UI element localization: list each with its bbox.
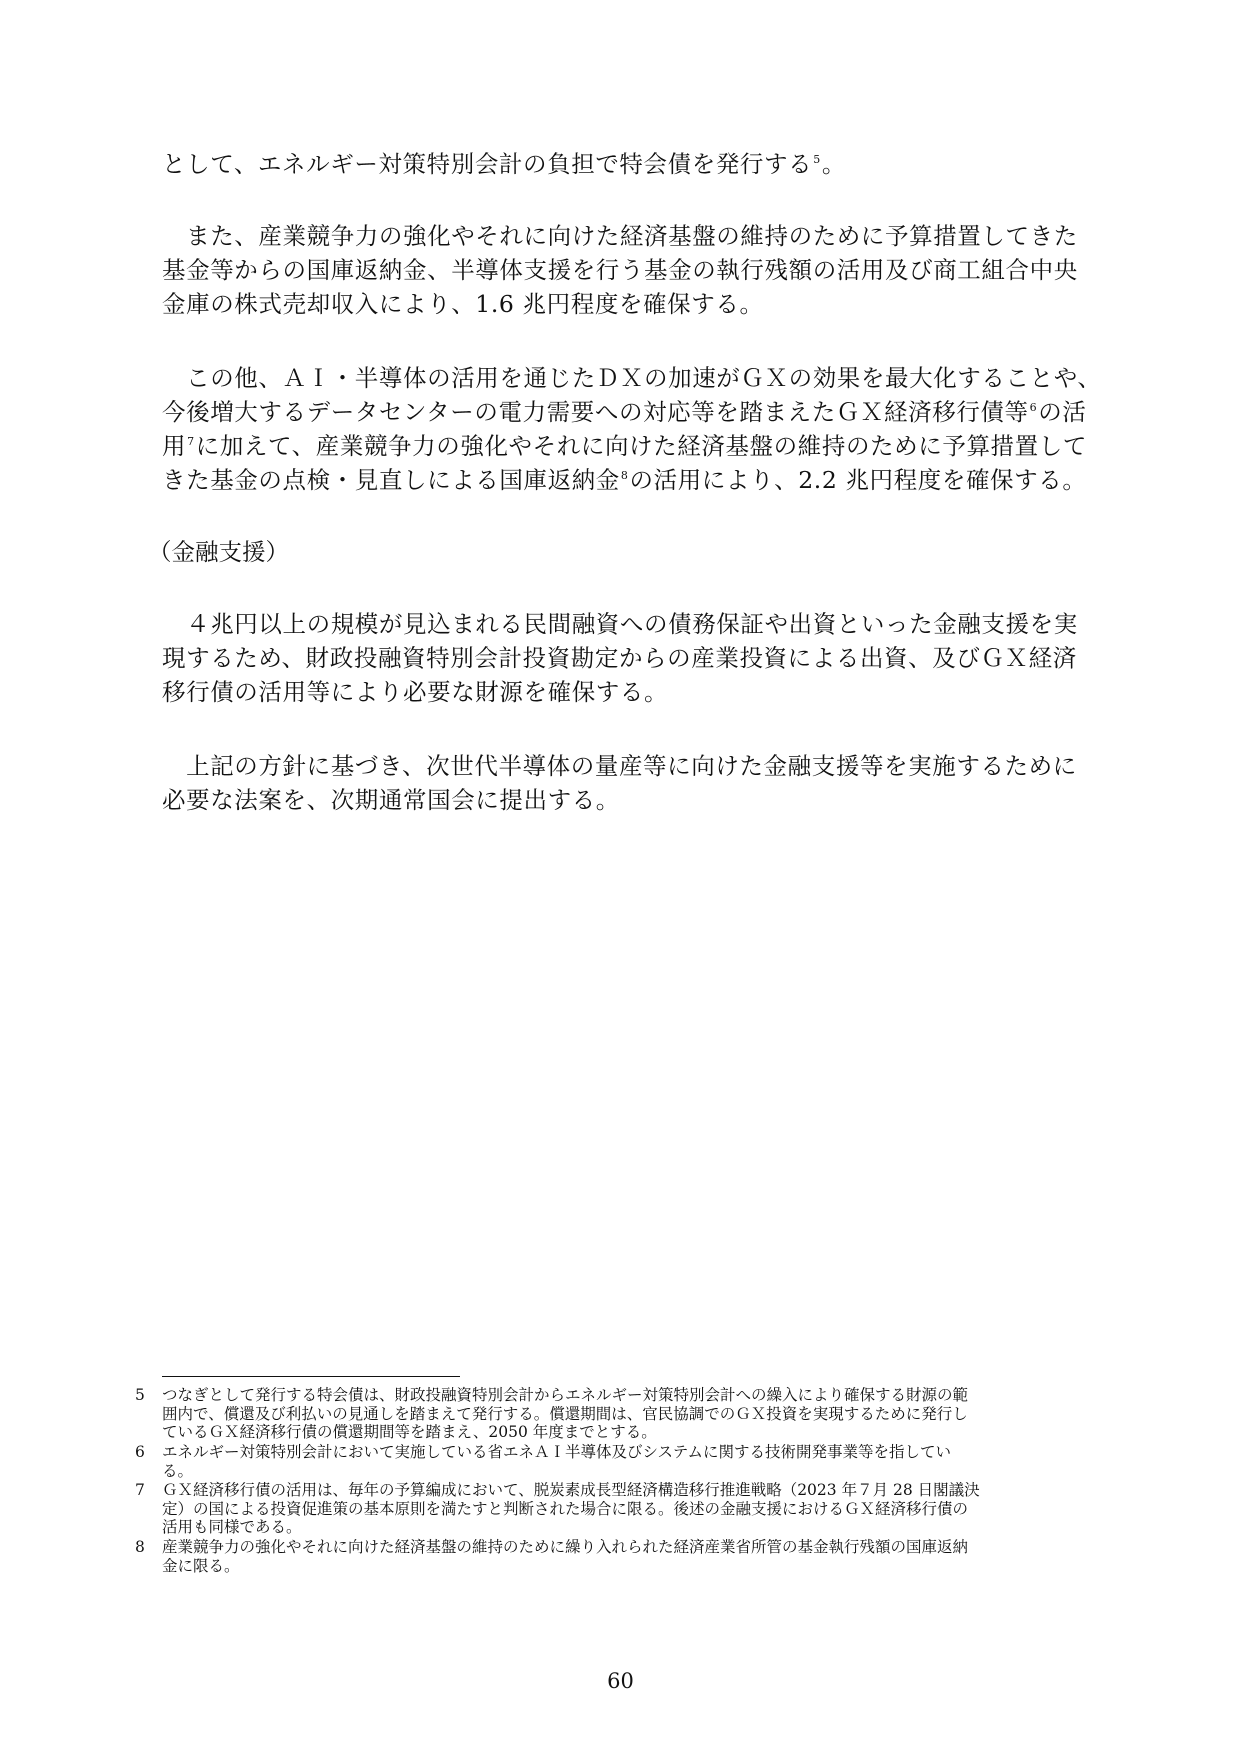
- footnote-8: [135, 1538, 1110, 1575]
- body-text-line: 金庫の株式売却収入により、1.6 兆円程度を確保する。: [162, 290, 764, 318]
- body-text-line: 用$^7$に加えて、産業競争力の強化やそれに向けた経済基盤の維持のために予算措置して: [162, 432, 1087, 460]
- footnote-text: つなぎとして発行する特会債は、財政投融資特別会計からエネルギー対策特別会計への繰入により確保する財源の範 囲内で、償還及び利払いの見通しを踏まえて発行する。償還期間は、官民協調でのＧＸ投資を実現するために発行し ているＧＸ経済移行債の償還期間等を踏まえ、2050 年度までとする。: [162, 1386, 969, 1441]
- footnote-text: ＧＸ経済移行債の活用は、毎年の予算編成において、脱炭素成長型経済構造移行推進戦略（2023 年７月 28 日閣議決 定）の国による投資促進策の基本原則を満たすと判断された場合に限る。後述の金融支援におけるＧＸ経済移行債の 活用も同様である。: [162, 1481, 980, 1536]
- body-text-line: 上記の方針に基づき、次世代半導体の量産等に向けた金融支援等を実施するために: [162, 752, 1077, 780]
- footnote-ref-6[interactable]: 6: [1029, 401, 1038, 414]
- page-number: 60: [607, 1669, 634, 1693]
- footnote-separator: [162, 1376, 460, 1377]
- footnote-number: 6: [135, 1443, 145, 1461]
- footnote-ref-8[interactable]: 8: [620, 469, 629, 482]
- section-heading: （金融支援）: [148, 538, 289, 566]
- body-text-line: また、産業競争力の強化やそれに向けた経済基盤の維持のために予算措置してきた: [162, 222, 1078, 250]
- footnote-number: 7: [135, 1481, 145, 1499]
- footnote-text: 産業競争力の強化やそれに向けた経済基盤の維持のために繰り入れられた経済産業省所管の基金執行残額の国庫返納 金に限る。: [162, 1538, 969, 1575]
- footnote-number: 5: [135, 1386, 145, 1404]
- body-text-line: この他、ＡＩ・半導体の活用を通じたＤＸの加速がＧＸの効果を最大化することや、: [162, 364, 1102, 392]
- body-text-line: きた基金の点検・見直しによる国庫返納金$^8$の活用により、2.2 兆円程度を確保する。: [162, 466, 1087, 494]
- body-text-line: 今後増大するデータセンターの電力需要への対応等を踏まえたＧＸ経済移行債等$^6$の活: [162, 398, 1087, 426]
- body-text-line: 移行債の活用等により必要な財源を確保する。: [162, 678, 669, 706]
- footnote-6: [135, 1443, 1110, 1480]
- body-text-line: 基金等からの国庫返納金、半導体支援を行う基金の執行残額の活用及び商工組合中央: [162, 256, 1078, 284]
- body-text-line: 必要な法案を、次期通常国会に提出する。: [162, 786, 620, 814]
- footnote-text: エネルギー対策特別会計において実施している省エネＡＩ半導体及びシステムに関する技術開発事業等を指してい る。: [162, 1443, 951, 1480]
- footnote-number: 8: [135, 1538, 145, 1556]
- footnote-5: [135, 1386, 1110, 1442]
- body-text-line: 現するため、財政投融資特別会計投資勘定からの産業投資による出資、及びＧＸ経済: [162, 644, 1077, 672]
- body-text-line: ４兆円以上の規模が見込まれる民間融資への債務保証や出資といった金融支援を実: [162, 610, 1078, 638]
- body-text-line: として、エネルギー対策特別会計の負担で特会債を発行する$^5$。: [162, 150, 846, 178]
- footnote-ref-7[interactable]: 7: [187, 435, 195, 448]
- footnote-ref-5[interactable]: 5: [813, 153, 821, 166]
- footnote-7: [135, 1481, 1110, 1537]
